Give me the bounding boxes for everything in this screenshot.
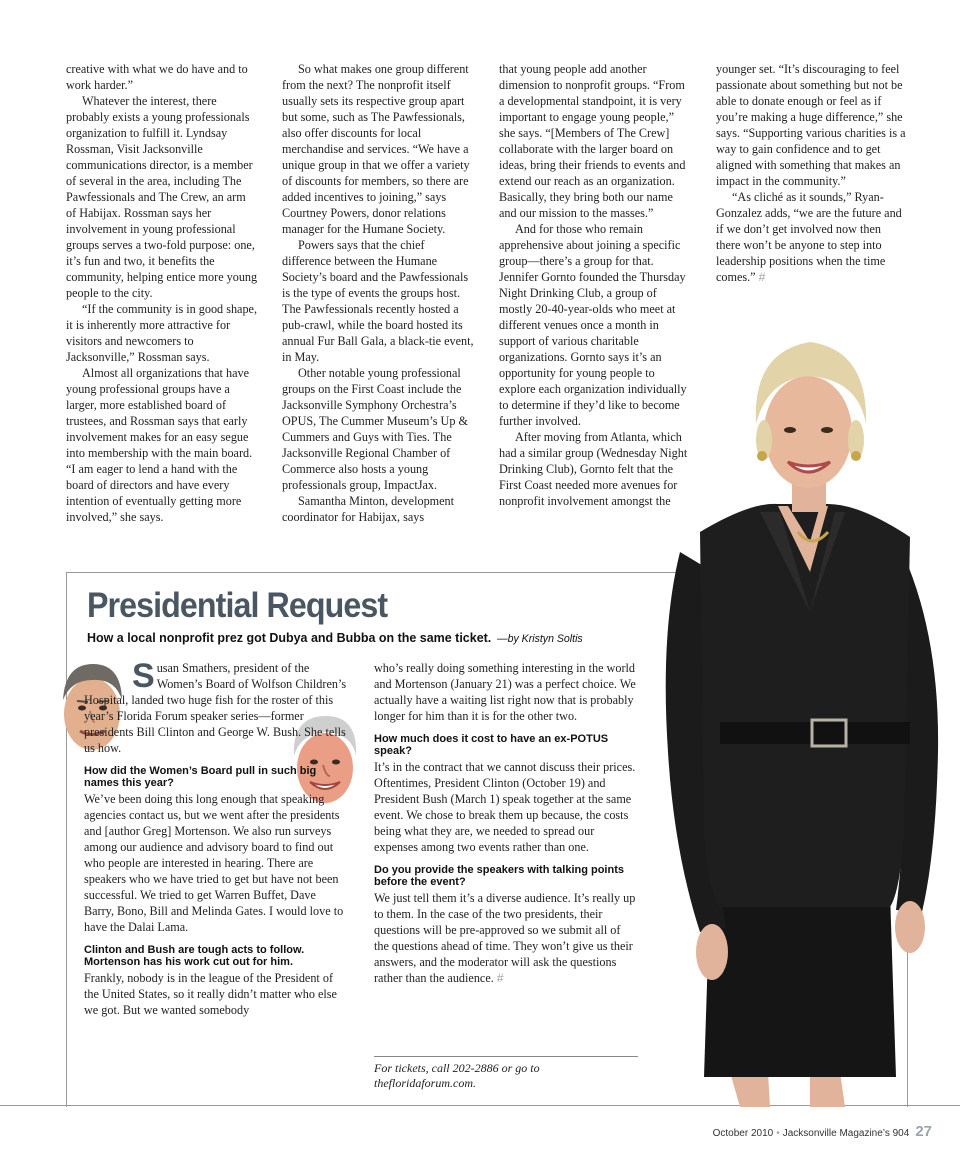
answer-3: It’s in the contract that we cannot discuss their prices. Oftentimes, President Clinton (October 19) and President Bush (March 1) speak together at the same event. We chose to break them up because, the costs being what they are, we needed to spread our expenses among two events rather than one. [374,760,636,854]
answer-4 [374,890,638,986]
deck-text: How a local nonprofit prez got Dubya and Bubba on the same ticket. [87,630,492,645]
sidebar-column-1 [84,657,348,1018]
paragraph: So what makes one group different from the next? The nonprofit itself usually sets its respective group apart but some, such as The Pawfessionals, also offer discounts for local merchandise and services. “We have a unique group in that we offer a variety of discounts for members, so there are added incentives to joining,” says Courtney Powers, donor relations manager for the Humane Society. [282,62,470,236]
intro-paragraph [84,657,348,756]
question-1: How did the Women’s Board pull in such big names this year? [84,765,317,789]
question-2: Clinton and Bush are tough acts to follow. Mortenson has his work cut out for him. [84,944,305,968]
footer-separator: • [776,1128,780,1139]
paragraph: After moving from Atlanta, which had a similar group (Wednesday Night Drinking Club), Gornto felt that the First Coast needed more avenues for nonprofit involvement amongst the [499,430,688,508]
footer-magazine: Jacksonville Magazine’s 904 [782,1128,910,1139]
paragraph [716,189,908,285]
sidebar-deck [87,629,583,648]
paragraph: “If the community is in good shape, it is inherently more attractive for visitors and newcomers to Jacksonville,” Rossman says. [66,302,257,364]
end-mark: # [758,270,766,284]
page-footer [713,1123,932,1140]
paragraph: Powers says that the chief difference between the Humane Society’s board and the Pawfessionals is the type of events the groups host. The Pawfessionals recently hosted a pub-crawl, while the board hosted its annual Fur Ball Gala, a black-tie event, in May. [282,238,474,364]
answer-4-text: We just tell them it’s a diverse audience. It’s really up to them. In the case of the two presidents, their questions will be pre-approved so we submit all of the questions ahead of time. They won’t give us their answers, and the moderator will ask the questions rather than the audience. [374,891,636,985]
answer-1: We’ve been doing this long enough that speaking agencies contact us, but we went after the presidents and [author Greg] Mortenson. We also run surveys among our audience and advisory board to find out who people are interested in hearing. There are speakers who we have tried to get but have not been successful. We tried to get Warren Buffet, Dave Barry, Bono, Bill and Melinda Gates. I would love to have the Dalai Lama. [84,792,344,934]
article-column-4 [716,61,908,285]
byline: —by Kristyn Soltis [497,633,583,645]
paragraph: Samantha Minton, development coordinator for Habijax, says [282,494,455,524]
answer-2-continued: who’s really doing something interesting in the world and Mortenson (January 21) was a perfect choice. We actually have a waiting list right now that is probably longer for him than it is for the other two. [374,661,636,723]
end-mark: # [496,971,504,985]
paragraph: Whatever the interest, there probably exists a young professionals organization to fulfill it. Lyndsay Rossman, Visit Jacksonville communications director, is a member of several in the area, including The Pawfessionals and The Crew, an arm of Habijax. Rossman says her involvement in young professional groups serves a two-fold purpose: one, it’s fun and two, it benefits the community, helping entice more young people to the city. [66,94,258,300]
intro-text: usan Smathers, president of the Women’s Board of Wolfson Children’s Hospital, landed two huge fish for the roster of this year’s Florida Forum speaker series—former presidents Bill Clinton and George W. Bush. She tells us how. [84,661,347,755]
sidebar-column-2 [374,660,638,986]
question-3: How much does it cost to have an ex-POTUS speak? [374,733,609,757]
paragraph: creative with what we do have and to work harder.” [66,62,248,92]
article-column-1 [66,61,258,525]
answer-2: Frankly, nobody is in the league of the President of the United States, so it really didn’t matter who else we got. But we wanted somebody [84,971,337,1017]
paragraph: And for those who remain apprehensive about joining a specific group—there’s a group for that. Jennifer Gornto founded the Thursday Night Drinking Club, a group of mostly 20-40-year-olds who meet at different venues once a month in support of various charitable organizations. Gornto says it’s an opportunity for young people to explore each organization individually to determine if they’d like to become further involved. [499,222,687,428]
paragraph: younger set. “It’s discouraging to feel passionate about something but not be able to donate enough or feel as if you’re making a huge difference,” she says. “Supporting various charities is a way to gain confidence and to get aligned with something that makes an impact in the community.” [716,62,906,188]
paragraph: that young people add another dimension to nonprofit groups. “From a developmental standpoint, it is very important to engage young people,” she says. “[Members of The Crew] collaborate with the larger board on ideas, bring their friends to events and extend our reach as an organization. Basically, they bring both our name and our mission to the masses.” [499,62,686,220]
page-number: 27 [915,1123,932,1140]
tickets-note: For tickets, call 202-2886 or go to thefloridaforum.com. [374,1056,638,1091]
footer-issue: October 2010 [712,1128,774,1139]
question-4: Do you provide the speakers with talking points before the event? [374,864,624,888]
susan-smathers-photo [660,332,945,1107]
paragraph-text: “As cliché as it sounds,” Ryan-Gonzalez adds, “we are the future and if we don’t get involved now then there won’t be anyone to step into leadership positions when the time comes.” [716,190,902,284]
article-column-2 [282,61,475,525]
paragraph: Other notable young professional groups on the First Coast include the Jacksonville Symphony Orchestra’s OPUS, The Cummer Museum’s Up & Cummers and Guys with Ties. The Jacksonville Regional Chamber of Commerce also hosts a young professionals group, ImpactJax. [282,366,468,492]
dropcap: S [132,657,155,695]
paragraph: Almost all organizations that have young professional groups have a larger, more established board of trustees, and Rossman says that early involvement makes for an easy segue into membership with the main board. “I am eager to lend a hand with the board of directors and have every intention of eventually getting more involved,” she says. [66,366,253,524]
sidebar-headline: Presidential Request [87,586,388,625]
